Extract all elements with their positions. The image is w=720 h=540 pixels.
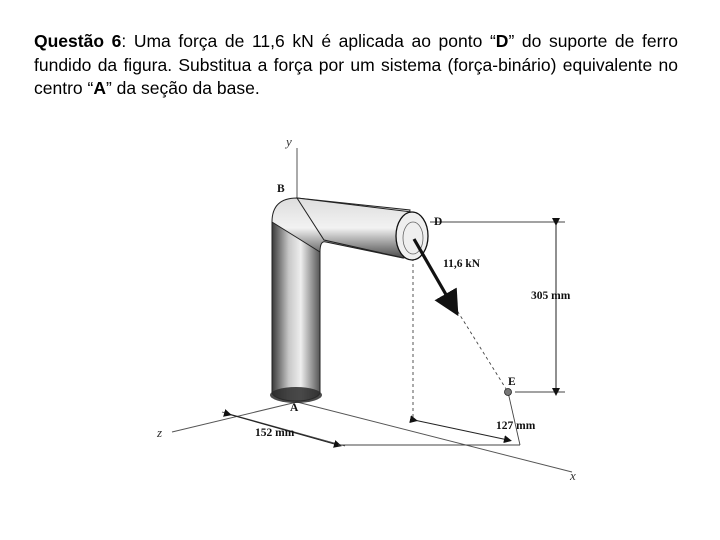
axis-x-label: x — [570, 468, 576, 483]
question-label: Questão 6 — [34, 31, 122, 51]
axis-z-label: z — [157, 425, 163, 440]
question-statement — [34, 30, 678, 101]
force-label: 11,6 kN — [443, 258, 481, 270]
x-axis-line — [297, 402, 572, 472]
bracket-column — [272, 222, 320, 401]
point-b-label: B — [277, 183, 285, 195]
bracket-figure — [150, 128, 600, 488]
question-text-part-2: ” do suporte de ferro fundido da figura. Substitua a força por um sistema (força-binário) equivalente no centro “ — [34, 31, 678, 98]
force-arrow — [414, 239, 452, 305]
bracket-base-shadow — [270, 387, 322, 403]
point-e-marker — [505, 389, 512, 396]
dim-line-127 — [414, 420, 508, 440]
question-point-d: D — [495, 31, 509, 51]
dim-305-label: 305 mm — [531, 290, 571, 302]
point-a-label: A — [290, 402, 299, 414]
question-text-part-1: : Uma força de 11,6 kN é aplicada ao ponto “ — [121, 31, 496, 51]
question-point-a: A — [93, 78, 106, 98]
question-text-part-3: ” da seção da base. — [105, 78, 260, 98]
point-d-label: D — [434, 216, 443, 228]
dim-152-label: 152 mm — [255, 427, 295, 439]
axis-y-label: y — [286, 134, 292, 149]
dim-127-label: 127 mm — [496, 420, 536, 432]
point-e-label: E — [508, 376, 516, 388]
guide-e-down — [508, 392, 520, 445]
